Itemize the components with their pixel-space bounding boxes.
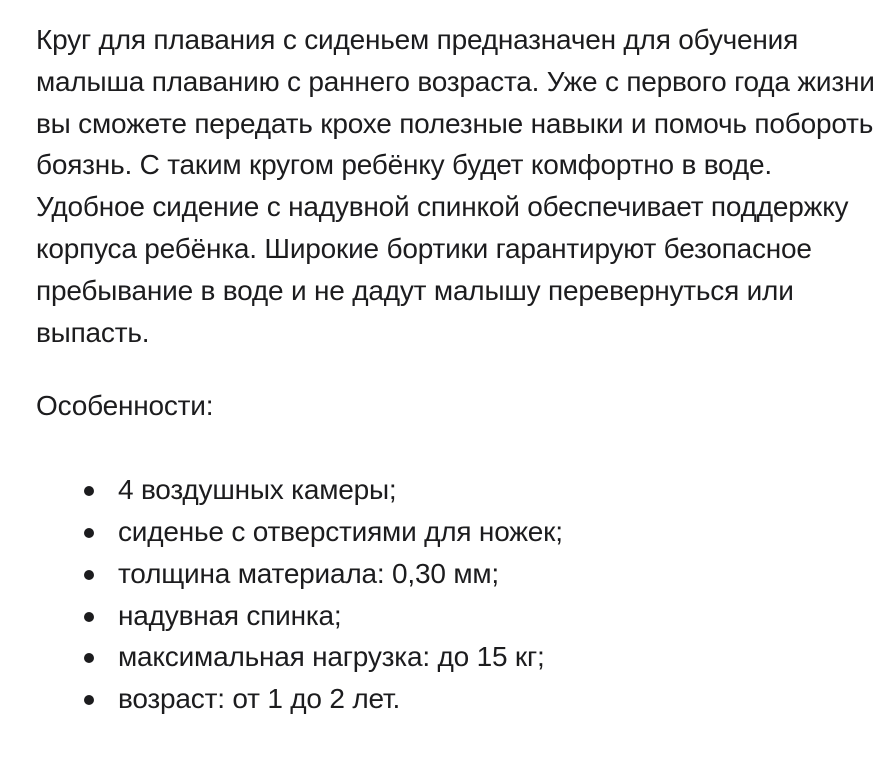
bullet-icon — [84, 570, 94, 580]
bullet-icon — [84, 528, 94, 538]
list-item — [36, 595, 876, 637]
list-item — [36, 678, 876, 720]
bullet-icon — [84, 486, 94, 496]
feature-text: возраст: от 1 до 2 лет. — [118, 683, 401, 715]
product-description-section — [36, 19, 876, 720]
list-item — [36, 511, 876, 553]
feature-text: максимальная нагрузка: до 15 кг; — [118, 641, 545, 673]
product-description-text: Круг для плавания с сиденьем предназначен для обучения малыша плаванию с раннего возраста. Уже с первого года жизни вы сможете передать крохе полезные навыки и помочь побороть боязнь. С таким кругом ребёнку будет комфортно в воде. Удобное сидение с надувной спинкой обеспечивает поддержку корпуса ребёнка. Широкие бортики гарантируют безопасное пребывание в воде и не дадут малышу перевернуться или выпасть. — [36, 24, 875, 348]
features-list — [36, 469, 876, 720]
feature-text: сиденье с отверстиями для ножек; — [118, 515, 563, 547]
feature-text: толщина материала: 0,30 мм; — [118, 557, 499, 589]
features-heading: Особенности: — [36, 390, 214, 422]
feature-text: 4 воздушных камеры; — [118, 474, 397, 506]
bullet-icon — [84, 612, 94, 622]
list-item — [36, 469, 876, 511]
bullet-icon — [84, 695, 94, 705]
feature-text: надувная спинка; — [118, 599, 342, 631]
bullet-icon — [84, 653, 94, 663]
list-item — [36, 553, 876, 595]
list-item — [36, 636, 876, 678]
